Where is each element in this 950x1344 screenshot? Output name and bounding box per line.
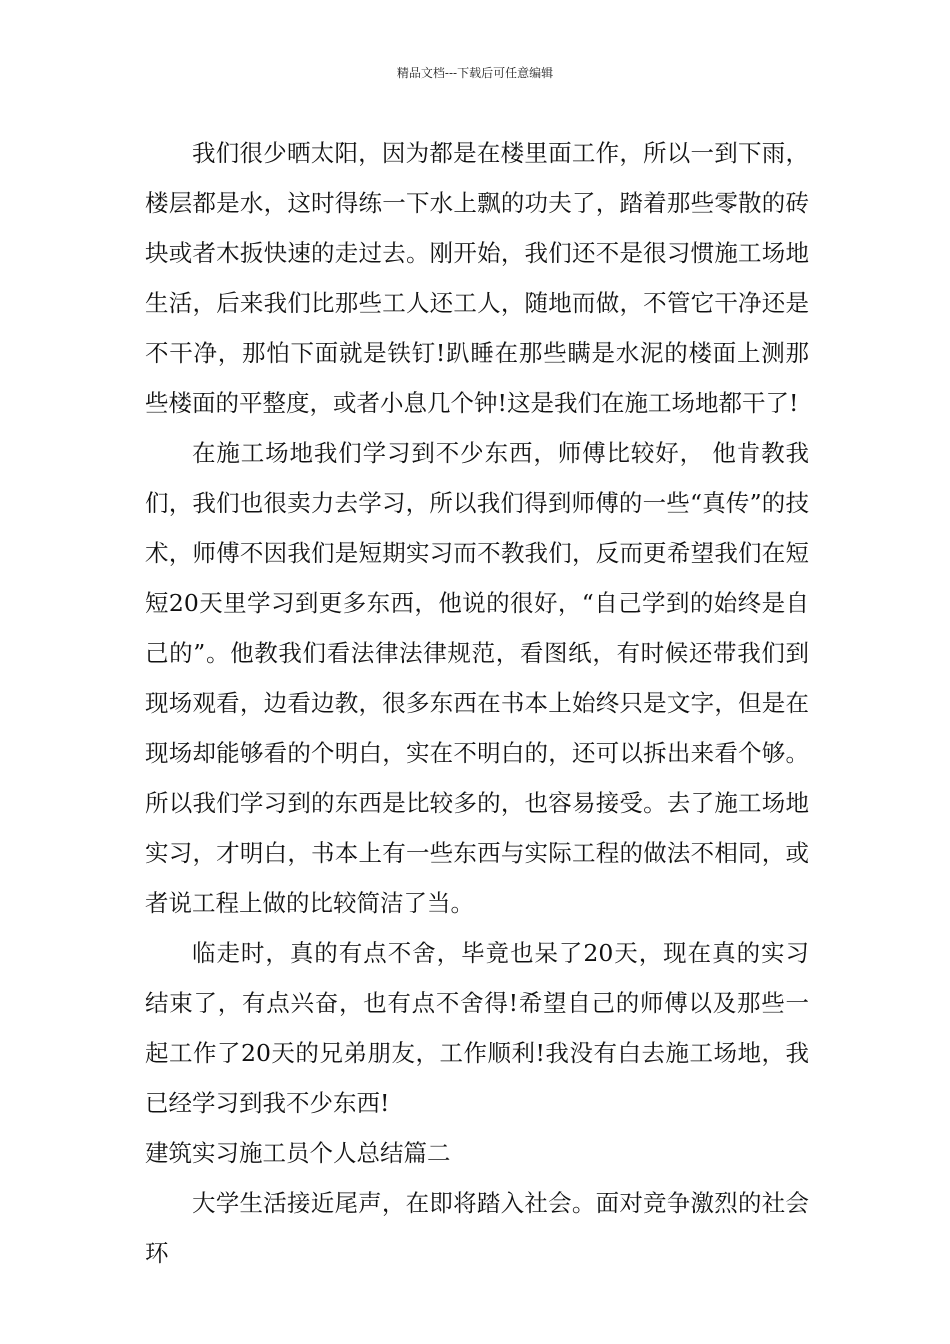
page-header: 精品文档---下载后可任意编辑 <box>396 66 554 80</box>
document-body <box>145 128 809 1278</box>
paragraph-1: 我们很少晒太阳，因为都是在楼里面工作，所以一到下雨，楼层都是水，这时得练一下水上飘的功夫了，踏着那些零散的砖块或者木扳快速的走过去。刚开始，我们还不是很习惯施工场地生活，后来我们比那些工人还工人，随地而做，不管它干净还是不干净，那怕下面就是铁钉!趴睡在那些瞒是水泥的楼面上测那些楼面的平整度，或者小息几个钟!这是我们在施工场地都干了! <box>145 139 809 417</box>
paragraph-3: 临走时，真的有点不舍，毕竟也呆了20天，现在真的实习结束了，有点兴奋，也有点不舍得!希望自己的师傅以及那些一起工作了20天的兄弟朋友，工作顺利!我没有白去施工场地，我已经学习到我不少东西! <box>145 939 809 1117</box>
paragraph-2: 在施工场地我们学习到不少东西，师傅比较好， 他肯教我们，我们也很卖力去学习，所以我们得到师傅的一些“真传”的技术，师傅不因我们是短期实习而不教我们，反而更希望我们在短短20天里学习到更多东西，他说的很好，“自己学到的始终是自己的”。他教我们看法律法律规范，看图纸，有时候还带我们到现场观看，边看边教，很多东西在书本上始终只是文字，但是在现场却能够看的个明白，实在不明白的，还可以拆出来看个够。所以我们学习到的东西是比较多的，也容易接受。去了施工场地实习，才明白，书本上有一些东西与实际工程的做法不相同，或者说工程上做的比较简洁了当。 <box>145 439 809 917</box>
paragraph-4: 大学生活接近尾声，在即将踏入社会。面对竞争激烈的社会环 <box>145 1189 809 1267</box>
section-title: 建筑实习施工员个人总结篇二 <box>145 1139 451 1167</box>
